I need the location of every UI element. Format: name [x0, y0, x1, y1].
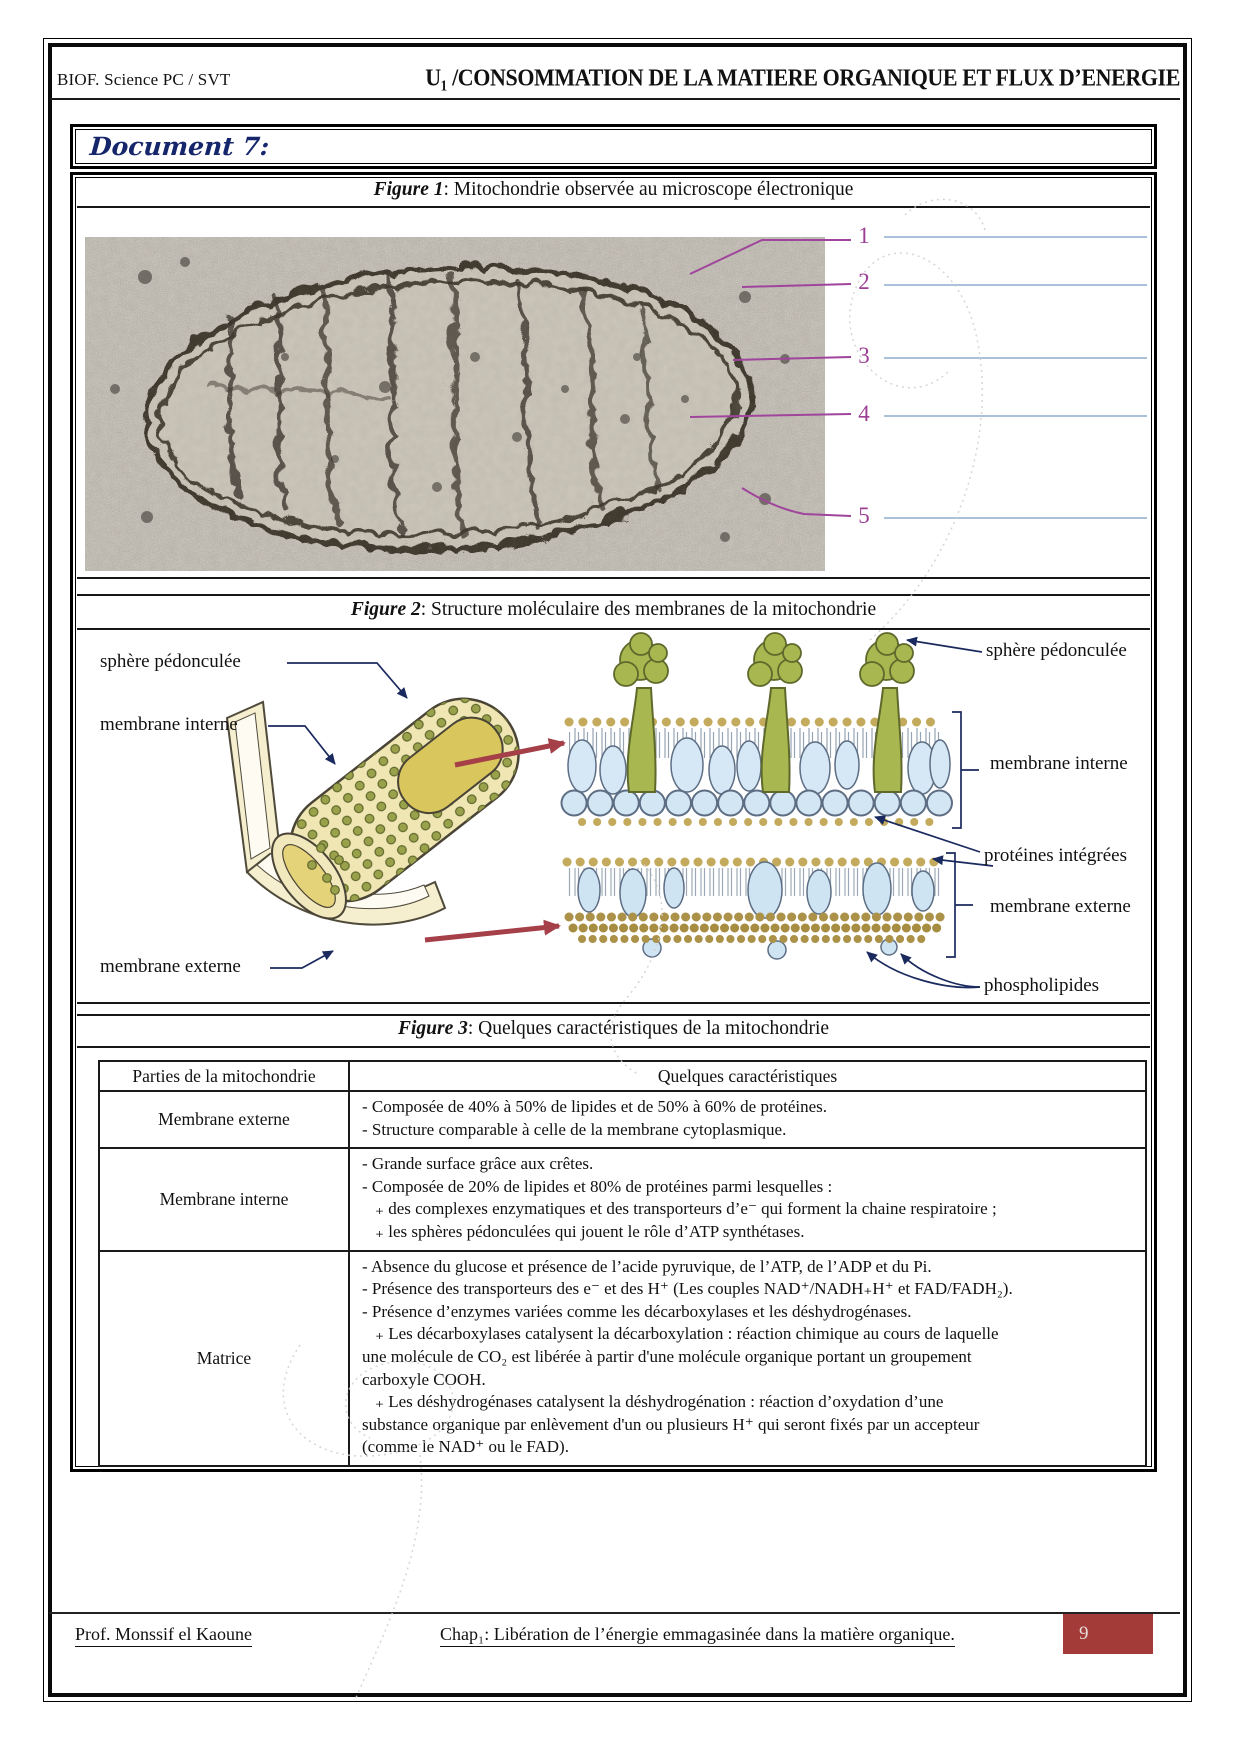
table-row-matrix — [99, 1251, 1146, 1466]
part-name: Matrice — [99, 1251, 349, 1466]
header-rule — [50, 98, 1180, 100]
document-7-label: Document 7: — [88, 132, 271, 161]
figure3-title — [77, 1018, 1150, 1044]
table-line: - Structure comparable à celle de la membrane cytoplasmique. — [362, 1119, 787, 1139]
stalked-spheres — [614, 633, 914, 792]
part-characteristics — [349, 1148, 1146, 1250]
table-line: substance organique par enlèvement d'un ou plusieurs H⁺ qui seront fixés par un accepteur — [362, 1414, 980, 1434]
page-number-badge: 9 — [1063, 1614, 1153, 1654]
characteristics-table — [98, 1060, 1147, 1467]
label-right-outer-membrane: membrane externe — [990, 896, 1131, 917]
header-course: BIOF. Science PC / SVT — [57, 70, 231, 89]
figure3-title-bottom-rule — [77, 1046, 1150, 1048]
callout-2: 2 — [858, 269, 870, 294]
figure3-title-text: : Quelques caractéristiques de la mitochondrie — [467, 1018, 830, 1039]
table-line: ₊ les sphères pédonculées qui jouent le rôle d’ATP synthétases. — [375, 1221, 805, 1241]
table-line: - Grande surface grâce aux crêtes. — [362, 1154, 594, 1174]
part-name: Membrane externe — [99, 1091, 349, 1148]
footer-author: Prof. Monssif el Kaoune — [75, 1624, 252, 1647]
table-line: - Absence du glucose et présence de l’acide pyruvique, de l’ATP, de l’ADP et du Pi. — [362, 1256, 932, 1276]
table-header-row — [99, 1061, 1146, 1091]
callout-leader-lines — [690, 240, 851, 516]
callout-1: 1 — [858, 223, 870, 248]
table-line: - Composée de 40% à 50% de lipides et de 50% à 60% de protéines. — [362, 1097, 828, 1116]
table-line: ₊ Les déshydrogénases catalysent la déshydrogénation : réaction d’oxydation d’une — [375, 1392, 944, 1412]
table-line: une molécule de CO₂ est libérée à partir d'une molécule organique portant un groupement — [362, 1346, 972, 1366]
table-line: - Composée de 20% de lipides et 80% de protéines parmi lesquelles : — [362, 1176, 833, 1196]
label-left-outer-membrane: membrane externe — [100, 956, 241, 977]
table-header-parts: Parties de la mitochondrie — [99, 1061, 349, 1091]
callout-4: 4 — [858, 401, 870, 426]
table-line: ₊ des complexes enzymatiques et des transporteurs d’e⁻ qui forment la chaine respiratoire ; — [375, 1199, 997, 1219]
table-line: (comme le NAD⁺ ou le FAD). — [362, 1437, 569, 1457]
footer-rule — [49, 1612, 1180, 1614]
table-line: carboxyle COOH. — [362, 1369, 486, 1389]
callout-3: 3 — [858, 343, 870, 368]
table-row-outer-membrane — [99, 1091, 1146, 1148]
table-line: ₊ Les décarboxylases catalysent la décarboxylation : réaction chimique au cours de laquelle — [375, 1324, 999, 1344]
label-right-phospholipids: phospholipides — [984, 975, 1100, 996]
table-row-inner-membrane — [99, 1148, 1146, 1250]
part-characteristics — [349, 1251, 1146, 1466]
answer-lines — [884, 237, 1147, 518]
label-right-stalked-sphere: sphère pédonculée — [986, 640, 1127, 661]
figure2-title-name: Figure 2 — [350, 599, 421, 620]
outer-membrane-detail — [567, 862, 943, 959]
document-7-box — [70, 124, 1157, 169]
header-unit-title: U₁ /CONSOMMATION DE LA MATIERE ORGANIQUE ET FLUX D’ENERGIE — [425, 63, 1180, 91]
label-left-stalked-sphere: sphère pédonculée — [100, 651, 241, 672]
figure2-title-text: : Structure moléculaire des membranes de la mitochondrie — [420, 599, 877, 620]
crista-3d-structure — [227, 677, 541, 932]
footer-chapter: Chap₁: Libération de l’énergie emmagasinée dans la matière organique. — [440, 1624, 955, 1647]
figure1-title-text: : Mitochondrie observée au microscope électronique — [443, 179, 854, 200]
part-name: Membrane interne — [99, 1148, 349, 1250]
figure1-title-name: Figure 1 — [373, 179, 444, 200]
label-right-integrated-proteins: protéines intégrées — [984, 845, 1127, 866]
table-line: - Présence des transporteurs des e⁻ et des H⁺ (Les couples NAD⁺/NADH₊H⁺ et FAD/FADH₂). — [362, 1279, 1013, 1299]
part-characteristics — [349, 1091, 1146, 1148]
figure3-title-top-rule — [77, 1014, 1150, 1016]
figure1-callout-lines — [85, 200, 1150, 580]
table-line: - Présence d’enzymes variées comme les décarboxylases et les déshydrogénases. — [362, 1301, 912, 1321]
callout-5: 5 — [858, 503, 870, 528]
figure2-membrane-diagram — [77, 560, 1150, 1005]
label-left-inner-membrane: membrane interne — [100, 714, 238, 735]
figure3-title-name: Figure 3 — [397, 1018, 468, 1039]
table-header-characteristics: Quelques caractéristiques — [349, 1061, 1146, 1091]
label-right-inner-membrane: membrane interne — [990, 753, 1128, 774]
